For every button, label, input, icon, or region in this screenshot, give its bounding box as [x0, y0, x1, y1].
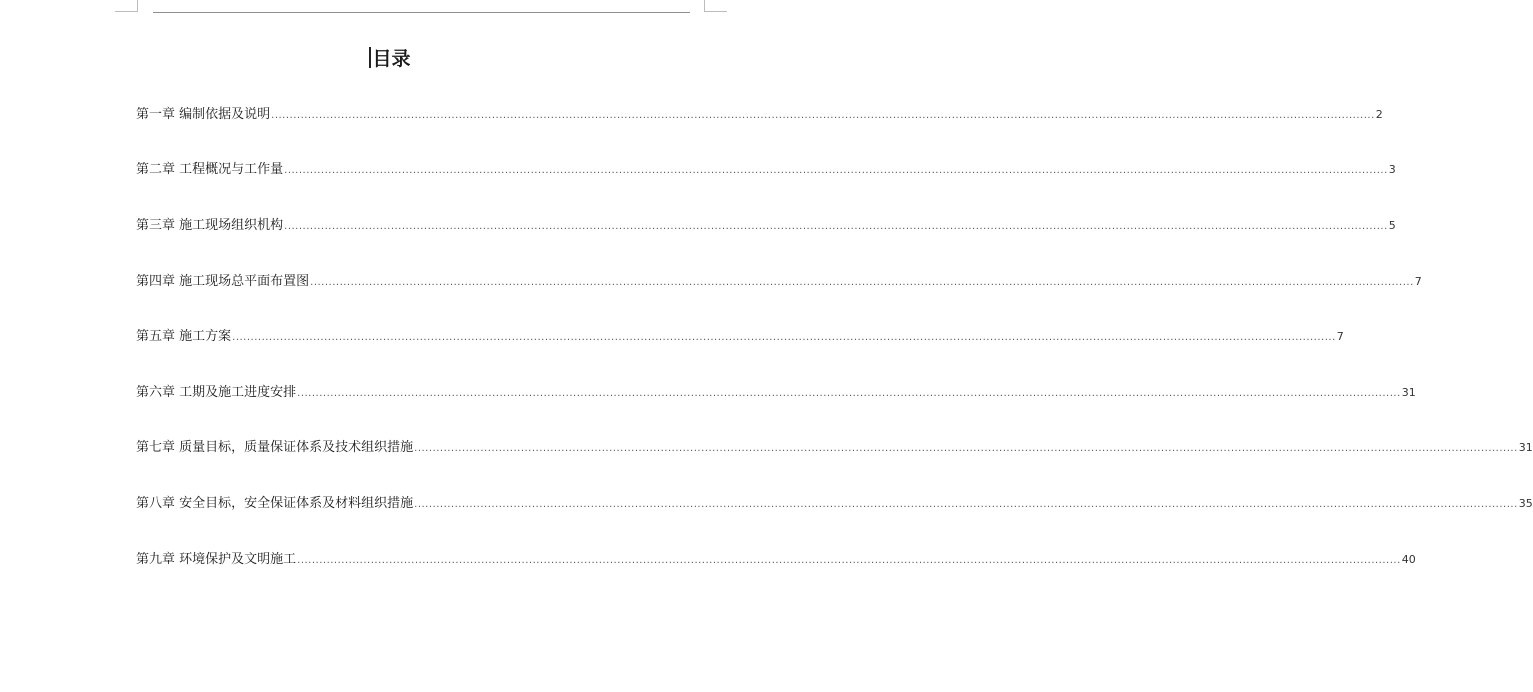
toc-dot-leader: ............................................................................................................................................................................................................................................................................................................: [297, 555, 1401, 566]
toc-entry[interactable]: [136, 494, 1533, 514]
toc-entry-text: 第一章 编制依据及说明: [136, 107, 271, 122]
toc-entry-page: 40: [1401, 553, 1416, 566]
toc-entry-text: 第九章 环境保护及文明施工: [136, 552, 297, 567]
toc-entry-text: 第七章 质量目标，质量保证体系及技术组织措施: [136, 440, 414, 455]
toc-entry-page: 31: [1518, 441, 1533, 454]
toc-entry-page: 2: [1375, 108, 1383, 121]
toc-dot-leader: ............................................................................................................................................................................................................................................................................................................: [414, 443, 1518, 454]
toc-entry-page: 7: [1336, 330, 1344, 343]
toc-entry-text: 第五章 施工方案: [136, 329, 232, 344]
toc-entry[interactable]: [136, 438, 1533, 458]
toc-entry[interactable]: [136, 550, 1416, 570]
toc-dot-leader: ............................................................................................................................................................................................................................................................................................................: [284, 165, 1388, 176]
toc-entry[interactable]: [136, 216, 1396, 236]
toc-title-block[interactable]: [0, 46, 780, 72]
text-cursor: [369, 47, 371, 68]
toc-dot-leader: ............................................................................................................................................................................................................................................................................................................: [232, 332, 1336, 343]
toc-entry[interactable]: [136, 327, 1344, 347]
toc-entry[interactable]: [136, 272, 1422, 292]
toc-entry-text: 第二章 工程概况与工作量: [136, 162, 284, 177]
toc-entry[interactable]: [136, 105, 1383, 125]
toc-entry[interactable]: [136, 160, 1396, 180]
toc-entry-text: 第三章 施工现场组织机构: [136, 218, 284, 233]
toc-dot-leader: ............................................................................................................................................................................................................................................................................................................: [271, 110, 1375, 121]
toc-dot-leader: ............................................................................................................................................................................................................................................................................................................: [310, 277, 1414, 288]
toc-entry-text: 第六章 工期及施工进度安排: [136, 385, 297, 400]
toc-dot-leader: ............................................................................................................................................................................................................................................................................................................: [414, 499, 1518, 510]
toc-dot-leader: ............................................................................................................................................................................................................................................................................................................: [297, 388, 1401, 399]
toc-entry-page: 3: [1388, 163, 1396, 176]
margin-mark-top-left: [115, 0, 138, 12]
toc-title: 目录: [372, 48, 411, 70]
toc-entry[interactable]: [136, 383, 1416, 403]
header-rule: [153, 12, 690, 13]
toc-entry-text: 第八章 安全目标，安全保证体系及材料组织措施: [136, 496, 414, 511]
toc-entry-page: 5: [1388, 219, 1396, 232]
toc-entry-page: 31: [1401, 386, 1416, 399]
toc-entry-text: 第四章 施工现场总平面布置图: [136, 274, 310, 289]
margin-mark-top-right: [704, 0, 727, 12]
toc-dot-leader: ............................................................................................................................................................................................................................................................................................................: [284, 221, 1388, 232]
toc-entry-page: 35: [1518, 497, 1533, 510]
toc-entry-page: 7: [1414, 275, 1422, 288]
